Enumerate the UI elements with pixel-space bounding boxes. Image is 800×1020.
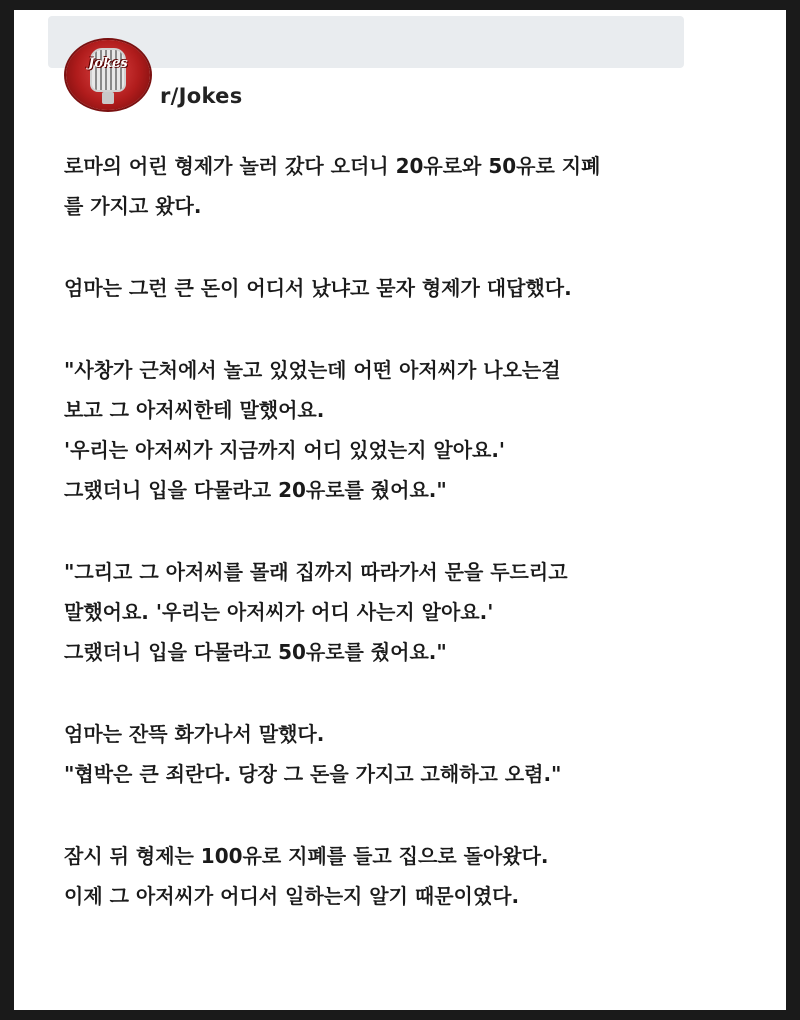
post-line: 그랬더니 입을 다물라고 20유로를 줬어요.": [64, 478, 447, 502]
post-paragraph-4: [64, 552, 764, 672]
post-paragraph-2: [64, 268, 764, 308]
post-line: "사창가 근처에서 놀고 있었는데 어떤 아저씨가 나오는걸: [64, 358, 561, 382]
post-paragraph-6: [64, 836, 764, 916]
post-line: 말했어요. '우리는 아저씨가 어디 사는지 알아요.': [64, 600, 494, 624]
post-line: 엄마는 그런 큰 돈이 어디서 났냐고 묻자 형제가 대답했다.: [64, 276, 572, 300]
post-body: [64, 146, 764, 958]
post-line: 엄마는 잔뜩 화가나서 말했다.: [64, 722, 325, 746]
subreddit-name[interactable]: r/Jokes: [160, 84, 243, 108]
post-line: 이제 그 아저씨가 어디서 일하는지 알기 때문이였다.: [64, 884, 520, 908]
post-line: '우리는 아저씨가 지금까지 어디 있었는지 알아요.': [64, 438, 506, 462]
post-line: 로마의 어린 형제가 놀러 갔다 오더니 20유로와 50유로 지폐: [64, 154, 601, 178]
microphone-stand-icon: [102, 92, 114, 104]
post-paragraph-1: [64, 146, 764, 226]
avatar-logo-text: Jokes: [88, 56, 128, 71]
subreddit-avatar[interactable]: [66, 40, 150, 110]
post-line: 그랬더니 입을 다물라고 50유로를 줬어요.": [64, 640, 447, 664]
screenshot-frame: [14, 10, 786, 1010]
post-paragraph-5: [64, 714, 764, 794]
post-paragraph-3: [64, 350, 764, 510]
post-line: 잠시 뒤 형제는 100유로 지폐를 들고 집으로 돌아왔다.: [64, 844, 549, 868]
post-line: "협박은 큰 죄란다. 당장 그 돈을 가지고 고해하고 오렴.": [64, 762, 562, 786]
post-line: "그리고 그 아저씨를 몰래 집까지 따라가서 문을 두드리고: [64, 560, 568, 584]
post-line: 보고 그 아저씨한테 말했어요.: [64, 398, 325, 422]
post-line: 를 가지고 왔다.: [64, 194, 202, 218]
